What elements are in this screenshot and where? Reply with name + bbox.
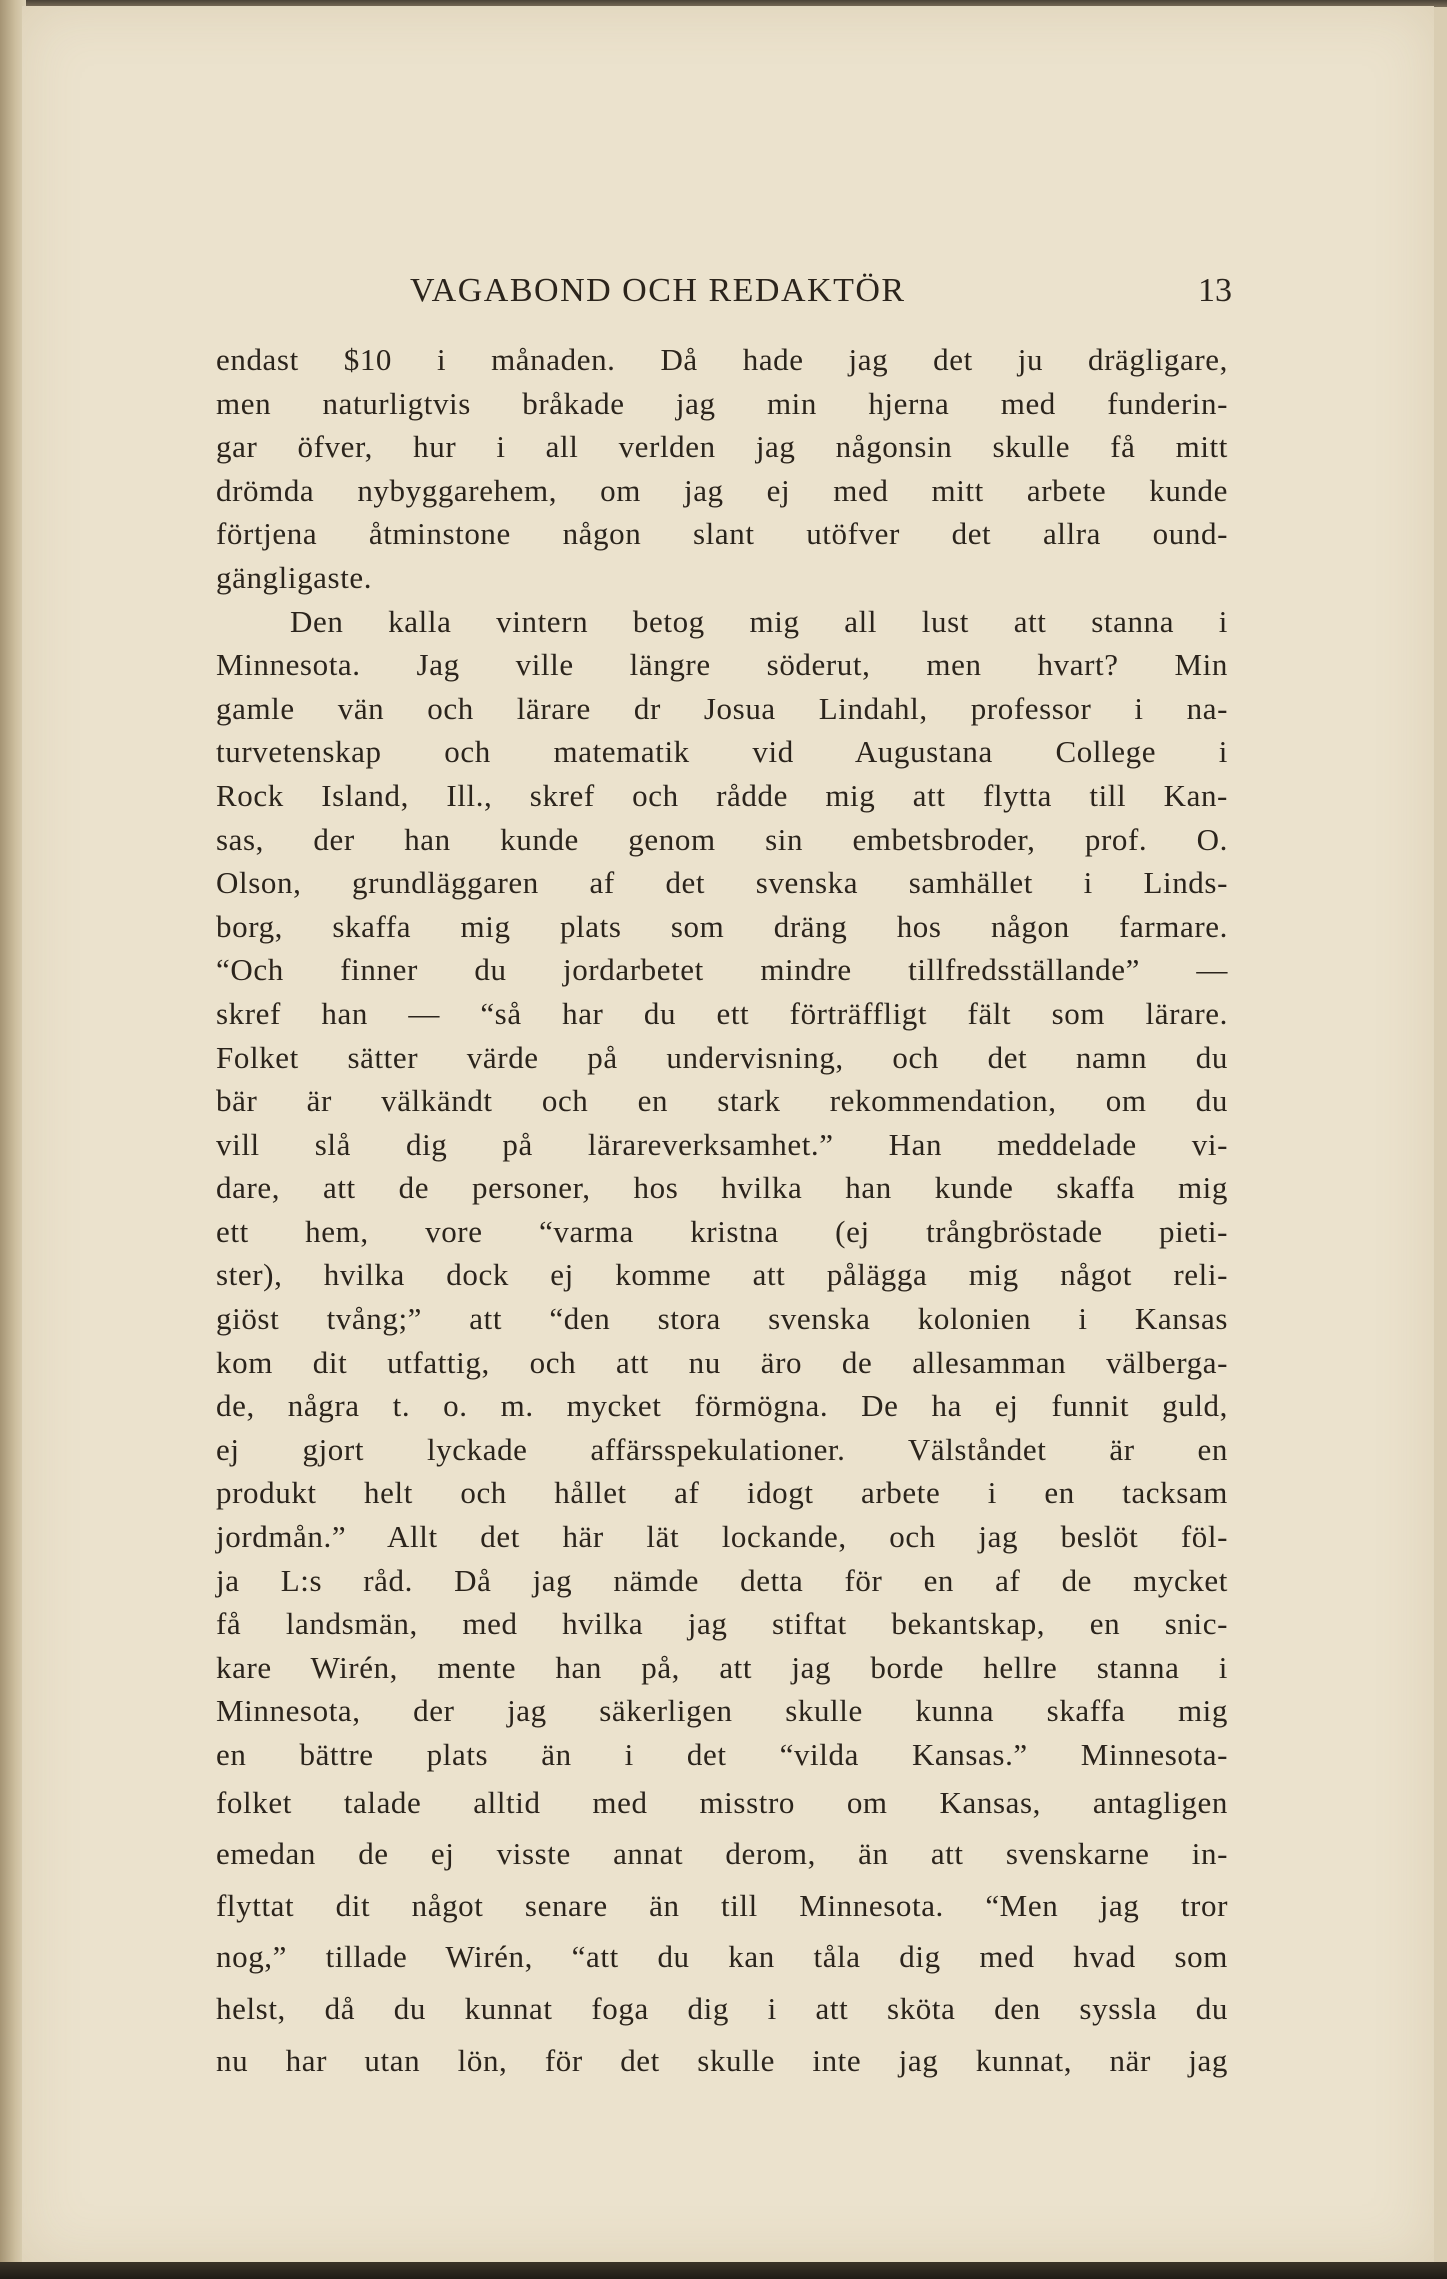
page-number: 13 — [1198, 272, 1232, 309]
text-line: folket talade alltid med misstro om Kansas, antagligen — [216, 1784, 1228, 1820]
text-line: giöst tvång;” att “den stora svenska kolonien i Kansas — [216, 1301, 1228, 1337]
text-line: sas, der han kunde genom sin embetsbroder, prof. O. — [216, 821, 1228, 857]
text-line: gamle vän och lärare dr Josua Lindahl, professor i na- — [216, 690, 1228, 726]
text-line: kare Wirén, mente han på, att jag borde hellre stanna i — [216, 1649, 1228, 1685]
page-bottom-edge — [0, 2262, 1447, 2279]
text-line: Folket sätter värde på undervisning, och det namn du — [216, 1039, 1228, 1075]
text-line: helst, då du kunnat foga dig i att sköta den syssla du — [216, 1990, 1228, 2026]
text-line: drömda nybyggarehem, om jag ej med mitt arbete kunde — [216, 472, 1228, 508]
text-line: jordmån.” Allt det här lät lockande, och jag beslöt föl- — [216, 1519, 1228, 1555]
text-line: emedan de ej visste annat derom, än att svenskarne in- — [216, 1836, 1228, 1872]
text-line: bär är välkändt och en stark rekommendation, om du — [216, 1083, 1228, 1119]
text-line: “Och finner du jordarbetet mindre tillfredsställande” — — [216, 952, 1228, 988]
text-line: Olson, grundläggaren af det svenska samhället i Linds- — [216, 865, 1228, 901]
text-line: dare, att de personer, hos hvilka han kunde skaffa mig — [216, 1170, 1228, 1206]
text-line: ster), hvilka dock ej komme att pålägga mig något reli- — [216, 1257, 1228, 1293]
text-line: nog,” tillade Wirén, “att du kan tåla dig med hvad som — [216, 1939, 1228, 1975]
text-line: de, några t. o. m. mycket förmögna. De ha ej funnit guld, — [216, 1388, 1228, 1424]
text-line: Minnesota, der jag säkerligen skulle kunna skaffa mig — [216, 1693, 1228, 1729]
text-line: få landsmän, med hvilka jag stiftat bekantskap, en snic- — [216, 1606, 1228, 1642]
text-line: men naturligtvis bråkade jag min hjerna med funderin- — [216, 385, 1228, 421]
text-line: ja L:s råd. Då jag nämde detta för en af de mycket — [216, 1562, 1228, 1598]
running-header — [410, 268, 1232, 314]
text-line: flyttat dit något senare än till Minnesota. “Men jag tror — [216, 1887, 1228, 1923]
text-line: Rock Island, Ill., skref och rådde mig att flytta till Kan- — [216, 777, 1228, 813]
text-line: gar öfver, hur i all verlden jag någonsin skulle få mitt — [216, 429, 1228, 465]
text-line: skref han — “så har du ett förträffligt fält som lärare. — [216, 995, 1228, 1031]
text-line: vill slå dig på lärareverksamhet.” Han meddelade vi- — [216, 1126, 1228, 1162]
text-line: turvetenskap och matematik vid Augustana College i — [216, 734, 1228, 770]
paragraph-start-line: Den kalla vintern betog mig all lust att stanna i — [290, 603, 1228, 639]
text-line: Minnesota. Jag ville längre söderut, men hvart? Min — [216, 647, 1228, 683]
text-line: ett hem, vore “varma kristna (ej trångbröstade pieti- — [216, 1213, 1228, 1249]
text-line: produkt helt och hållet af idogt arbete i en tacksam — [216, 1475, 1228, 1511]
text-line: en bättre plats än i det “vilda Kansas.” Minnesota- — [216, 1737, 1228, 1772]
text-line: ej gjort lyckade affärsspekulationer. Välståndet är en — [216, 1431, 1228, 1467]
text-line: förtjena åtminstone någon slant utöfver det allra ound- — [216, 516, 1228, 552]
text-line: borg, skaffa mig plats som dräng hos någon farmare. — [216, 908, 1228, 944]
text-line: nu har utan lön, för det skulle inte jag kunnat, när jag — [216, 2042, 1228, 2078]
text-line: endast $10 i månaden. Då hade jag det ju drägligare, — [216, 342, 1228, 377]
text-line: kom dit utfattig, och att nu äro de allesamman välberga- — [216, 1344, 1228, 1380]
body-text — [216, 338, 1228, 2086]
running-title: VAGABOND OCH REDAKTÖR — [410, 272, 906, 309]
text-line: gängligaste. — [216, 559, 373, 595]
